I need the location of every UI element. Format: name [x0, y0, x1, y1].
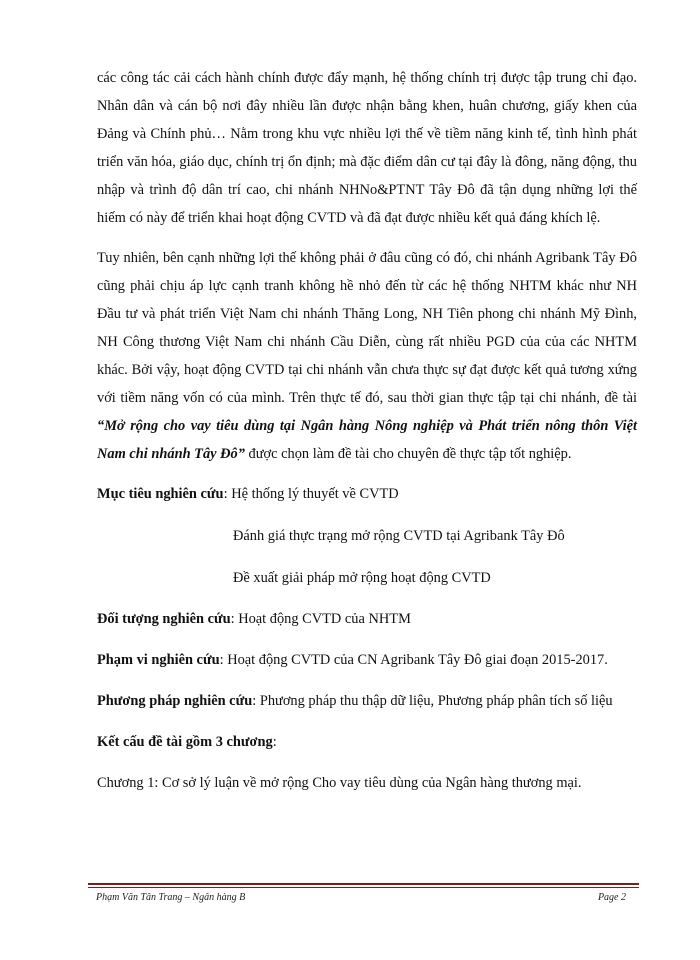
- page-number: Page 2: [597, 892, 626, 903]
- paragraph-competition: [97, 244, 637, 468]
- paragraph-competition-text: Tuy nhiên, bên cạnh những lợi thế không phải ở đâu cũng có đó, chi nhánh Agribank Tây Đô cũng phải chịu áp lực cạnh tranh không hề nhỏ đến từ các hệ thống NHTM khác như NH Đầu tư và phát triển Việt Nam chi nhánh Thăng Long, NH Tiên phong chi nhánh Mỹ Đình, NH Công thương Việt Nam chi nhánh Cầu Diễn, cùng rất nhiều PGD của của các NHTM khác. Bởi vậy, hoạt động CVTD tại chi nhánh vẫn chưa thực sự đạt được kết quả tương xứng với tiềm năng vốn có của mình. Trên thực tế đó, sau thời gian thực tập tại chi nhánh, đề tài: [97, 250, 637, 406]
- structure-colon: :: [272, 734, 277, 750]
- objectives-label: Mục tiêu nghiên cứu: [97, 486, 224, 502]
- paragraph-competition-end: được chọn làm đề tài cho chuyên đề thực tập tốt nghiệp.: [244, 446, 572, 462]
- objective-item-3: Đề xuất giải pháp mở rộng hoạt động CVTD: [233, 570, 491, 586]
- subject-value: Hoạt động CVTD của NHTM: [238, 611, 411, 627]
- subject-row: Đối tượng nghiên cứu: Hoạt động CVTD của NHTM: [97, 611, 411, 627]
- objective-item-1: Hệ thống lý thuyết về CVTD: [231, 486, 399, 502]
- method-value: Phương pháp thu thập dữ liệu, Phương pháp phân tích số liệu: [259, 693, 613, 709]
- chapter-1: Chương 1: Cơ sở lý luận về mở rộng Cho vay tiêu dùng của Ngân hàng thương mại.: [97, 775, 582, 791]
- structure-label: Kết cấu đề tài gồm 3 chương: [97, 734, 273, 750]
- paragraph-intro: các công tác cải cách hành chính được đẩy mạnh, hệ thống chính trị được tập trung chỉ đạo. Nhân dân và cán bộ nơi đây nhiều lần được nhận bằng khen, huân chương, giấy khen của Đảng và Chính phủ… Nằm trong khu vực nhiều lợi thế về tiềm năng kinh tế, tình hình phát triển văn hóa, giáo dục, chính trị ổn định; mà đặc điểm dân cư tại đây là đông, năng động, thu nhập và trình độ dân trí cao, chi nhánh NHNo&PTNT Tây Đô đã tận dụng những lợi thế hiếm có này để triển khai hoạt động CVTD và đã đạt được nhiều kết quả đáng khích lệ.: [97, 70, 637, 226]
- objective-item-2-row: [97, 522, 637, 550]
- footer-author: Phạm Văn Tân Trang – Ngân hàng B: [96, 892, 246, 903]
- structure-row: [97, 728, 637, 756]
- method-row: Phương pháp nghiên cứu: Phương pháp thu thập dữ liệu, Phương pháp phân tích số liệu: [97, 693, 613, 709]
- document-body: [97, 64, 637, 797]
- objectives-row: Mục tiêu nghiên cứu: Hệ thống lý thuyết về CVTD: [97, 486, 399, 502]
- scope-label: Phạm vi nghiên cứu: [97, 652, 220, 668]
- subject-label: Đối tượng nghiên cứu: [97, 611, 231, 627]
- footer-divider-thin: [88, 887, 639, 888]
- footer-divider: [88, 883, 639, 885]
- method-label: Phương pháp nghiên cứu: [97, 693, 253, 709]
- scope-row: Phạm vi nghiên cứu: Hoạt động CVTD của CN Agribank Tây Đô giai đoạn 2015-2017.: [97, 652, 608, 668]
- objective-item-2: Đánh giá thực trạng mở rộng CVTD tại Agribank Tây Đô: [233, 528, 565, 544]
- scope-value: Hoạt động CVTD của CN Agribank Tây Đô giai đoạn 2015-2017.: [227, 652, 608, 668]
- objective-item-3-row: [97, 564, 637, 592]
- thesis-title: “Mở rộng cho vay tiêu dùng tại Ngân hàng Nông nghiệp và Phát triển nông thôn Việt Nam chi nhánh Tây Đô”: [97, 418, 637, 462]
